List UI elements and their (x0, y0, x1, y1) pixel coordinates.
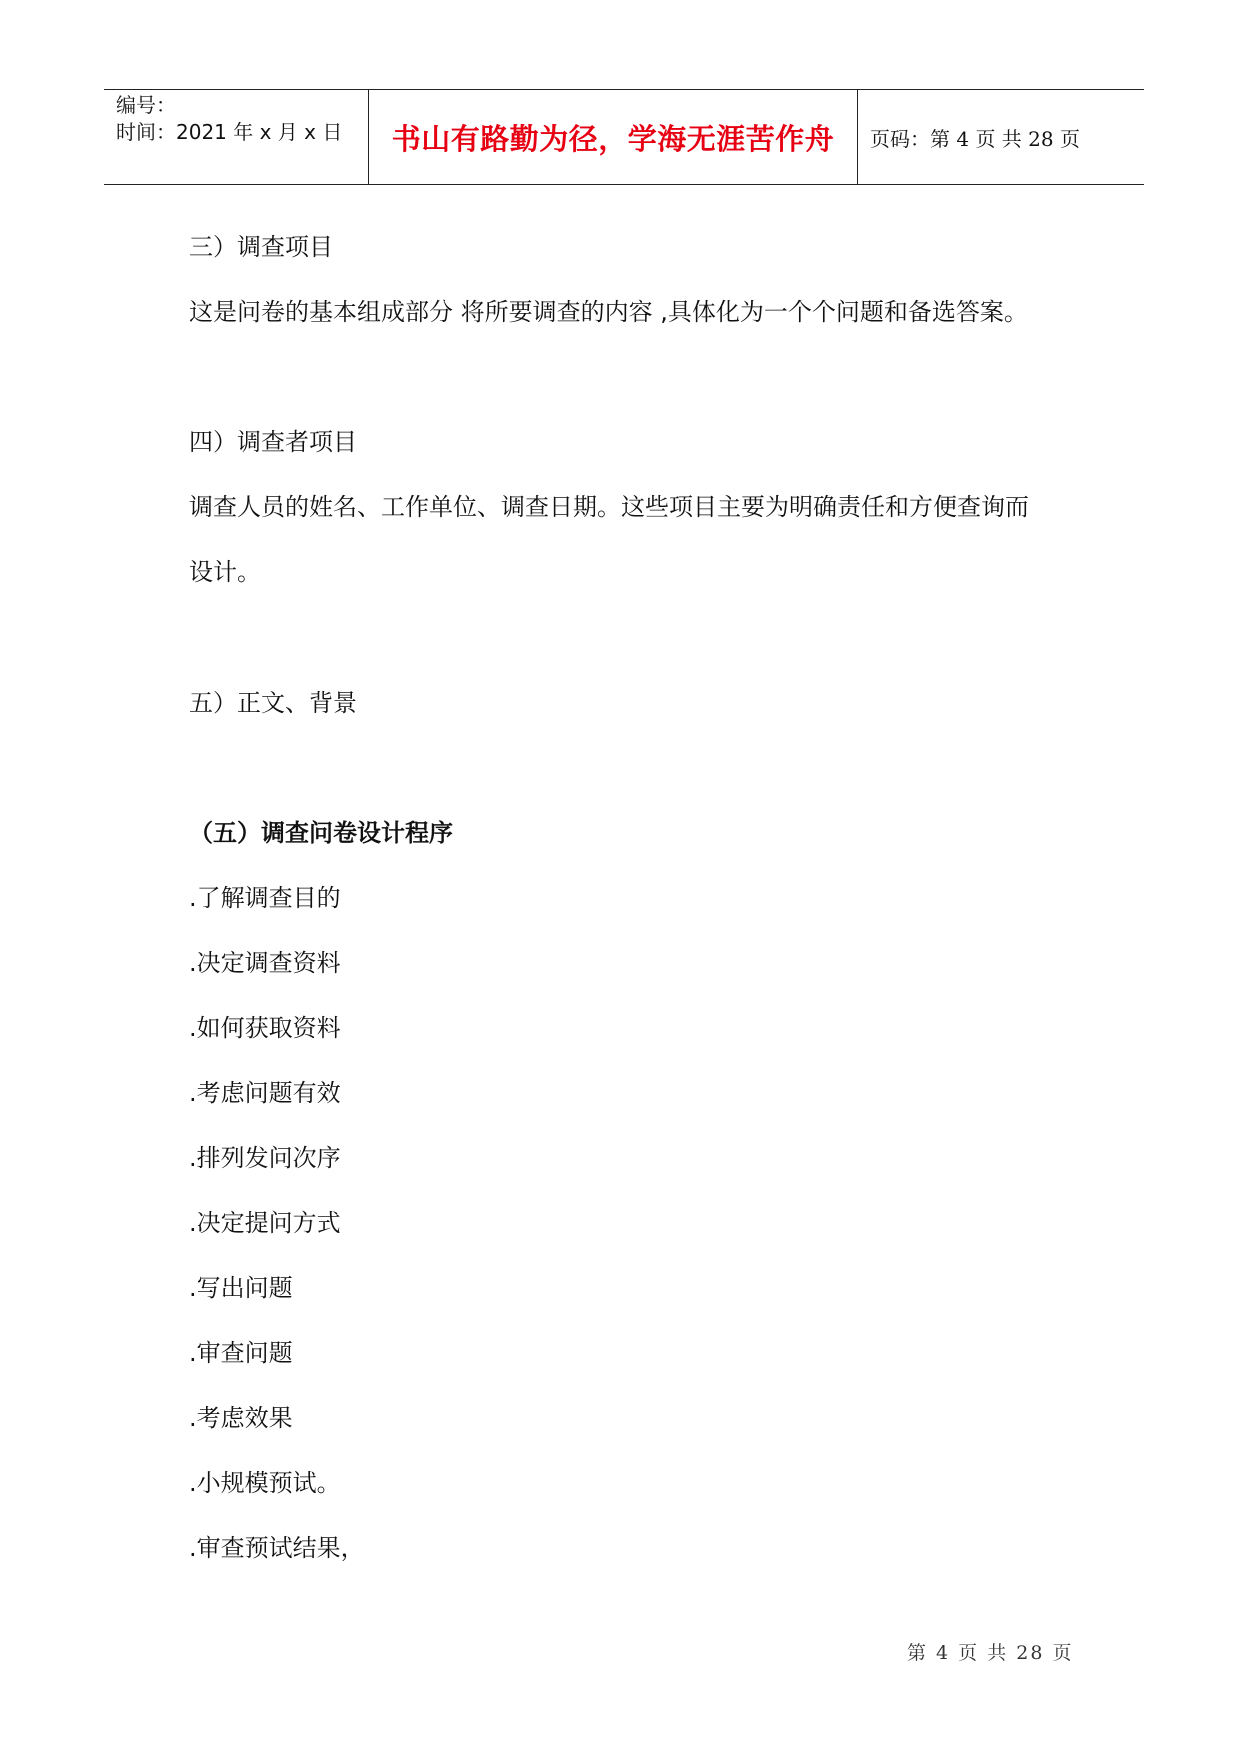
procedure-step: .决定提问方式 (189, 1209, 341, 1237)
procedure-step: .考虑问题有效 (189, 1079, 341, 1107)
procedure-step: .小规模预试。 (189, 1469, 341, 1497)
section-heading-survey-items: 三）调查项目 (189, 233, 333, 261)
header-page-cell (858, 90, 1144, 184)
paragraph-survey-items: 这是问卷的基本组成部分 将所要调查的内容 ,具体化为一个个问题和备选答案。 (189, 298, 1028, 326)
header-page-code: 页码：第 4 页 共 28 页 (870, 126, 1080, 151)
procedure-step: .考虑效果 (189, 1404, 293, 1432)
procedure-step: .审查预试结果， (189, 1534, 365, 1562)
section-heading-body-background: 五）正文、背景 (189, 689, 357, 717)
document-time-label: 时间：2021 年 x 月 x 日 (116, 120, 343, 144)
procedure-step: .审查问题 (189, 1339, 293, 1367)
document-header (104, 89, 1144, 185)
procedure-step: .决定调查资料 (189, 949, 341, 977)
header-motto: 书山有路勤为径，学海无涯苦作舟 (391, 121, 835, 156)
header-info-cell (104, 90, 368, 184)
section-heading-surveyor-items: 四）调查者项目 (189, 428, 357, 456)
paragraph-surveyor-items-line1: 调查人员的姓名、工作单位、调查日期。这些项目主要为明确责任和方便查询而 (189, 493, 1029, 521)
procedure-step: .如何获取资料 (189, 1014, 341, 1042)
header-motto-cell (368, 90, 858, 184)
section-heading-design-procedure: （五）调查问卷设计程序 (189, 819, 453, 847)
page-footer: 第 4 页 共 28 页 (907, 1642, 1074, 1664)
procedure-step: .写出问题 (189, 1274, 293, 1302)
procedure-step: .了解调查目的 (189, 884, 341, 912)
paragraph-surveyor-items-line2: 设计。 (189, 558, 261, 586)
procedure-step: .排列发问次序 (189, 1144, 341, 1172)
document-number-label: 编号： (116, 93, 176, 117)
